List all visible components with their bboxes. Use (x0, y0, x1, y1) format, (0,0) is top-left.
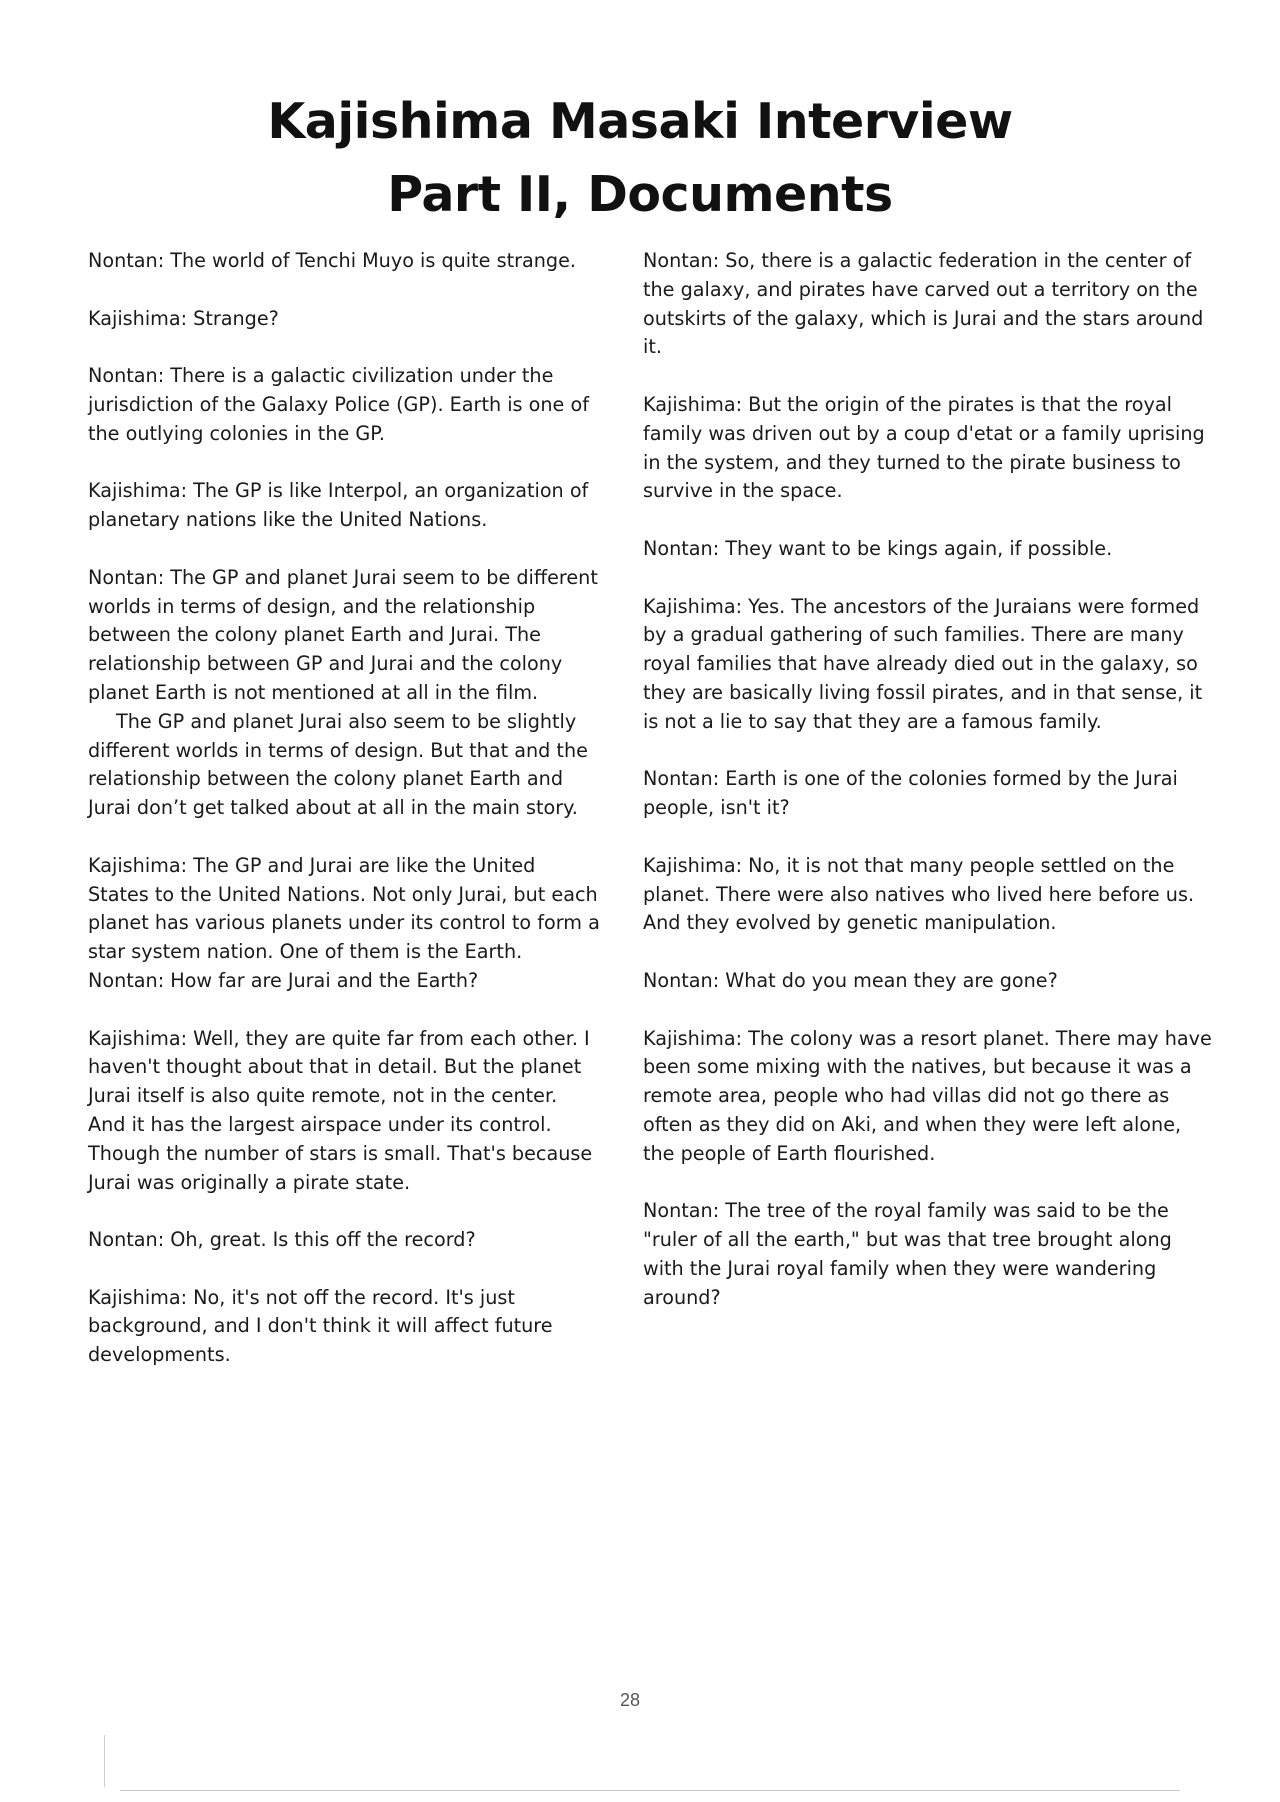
page-title (0, 85, 1280, 231)
footer-rule (120, 1790, 1180, 1791)
interview-paragraph: Nontan: Earth is one of the colonies formed by the Jurai people, isn't it? (643, 767, 1178, 820)
interview-paragraph: Kajishima: The colony was a resort planet. There may have been some mixing with the natives, but because it was a remote area, people who had villas did not go there as often as they did on Aki, and when they were left alone, the people of Earth flourished. (643, 1026, 1212, 1165)
title-line-1: Kajishima Masaki Interview (267, 92, 1013, 150)
interview-paragraph: Kajishima: But the origin of the pirates is that the royal family was driven out by a coup d'etat or a family uprising in the system, and they turned to the pirate business to survive in the space. (643, 392, 1205, 503)
interview-paragraph: Nontan: There is a galactic civilization under the jurisdiction of the Galaxy Police (GP). Earth is one of the outlying colonies in the GP. (88, 364, 589, 445)
left-text-column (88, 247, 600, 1399)
interview-paragraph: Nontan: The world of Tenchi Muyo is quite strange. (88, 249, 576, 272)
interview-paragraph: Nontan: So, there is a galactic federation in the center of the galaxy, and pirates have carved out a territory on the outskirts of the galaxy, which is Jurai and the stars around it. (643, 249, 1204, 359)
interview-paragraph: Kajishima: No, it's not off the record. It's just background, and I don't think it will affect future developments. (88, 1285, 553, 1367)
interview-paragraph: Nontan: How far are Jurai and the Earth? (88, 968, 479, 992)
title-line-2: Part II, Documents (387, 165, 893, 223)
interview-paragraph: Kajishima: Yes. The ancestors of the Juraians were formed by a gradual gathering of such families. There are many royal families that have already died out in the galaxy, so they are basically living fossil pirates, and in that sense, it is not a lie to say that they are a famous family. (643, 594, 1203, 733)
right-text-column (643, 247, 1216, 1341)
interview-paragraph: The GP and planet Jurai also seem to be slightly different worlds in terms of design. But that and the relationship between the colony planet Earth and Jurai don’t get talked about at all in the main story. (88, 709, 588, 820)
interview-paragraph: Nontan: What do you mean they are gone? (643, 968, 1058, 992)
interview-paragraph: Kajishima: No, it is not that many people settled on the planet. There were also natives who lived here before us. And they evolved by genetic manipulation. (643, 853, 1195, 935)
scan-margin-mark (104, 1735, 105, 1787)
interview-paragraph: Kajishima: Well, they are quite far from each other. I haven't thought about that in detail. But the planet Jurai itself is also quite remote, not in the center. And it has the largest airspace under its control. Though the number of stars is small. That's because Jurai was originally a pirate state. (88, 1026, 593, 1194)
interview-paragraph: Kajishima: The GP is like Interpol, an organization of planetary nations like the United Nations. (88, 479, 589, 532)
page-number: 28 (619, 1690, 641, 1710)
interview-paragraph: Nontan: Oh, great. Is this off the record? (88, 1228, 476, 1252)
interview-paragraph: Kajishima: Strange? (88, 306, 279, 330)
interview-paragraph: Nontan: They want to be kings again, if possible. (643, 536, 1113, 560)
interview-paragraph: Nontan: The GP and planet Jurai seem to be different worlds in terms of design, and the relationship between the colony planet Earth and Jurai. The relationship between GP and Jurai and the colony planet Earth is not mentioned at all in the film. (88, 565, 598, 704)
interview-paragraph: Kajishima: The GP and Jurai are like the United States to the United Nations. Not only Jurai, but each planet has various planets under its control to form a star system nation. One of them is the Earth. (88, 853, 600, 964)
interview-paragraph: Nontan: The tree of the royal family was said to be the "ruler of all the earth," but was that tree brought along with the Jurai royal family when they were wandering around? (643, 1199, 1172, 1309)
